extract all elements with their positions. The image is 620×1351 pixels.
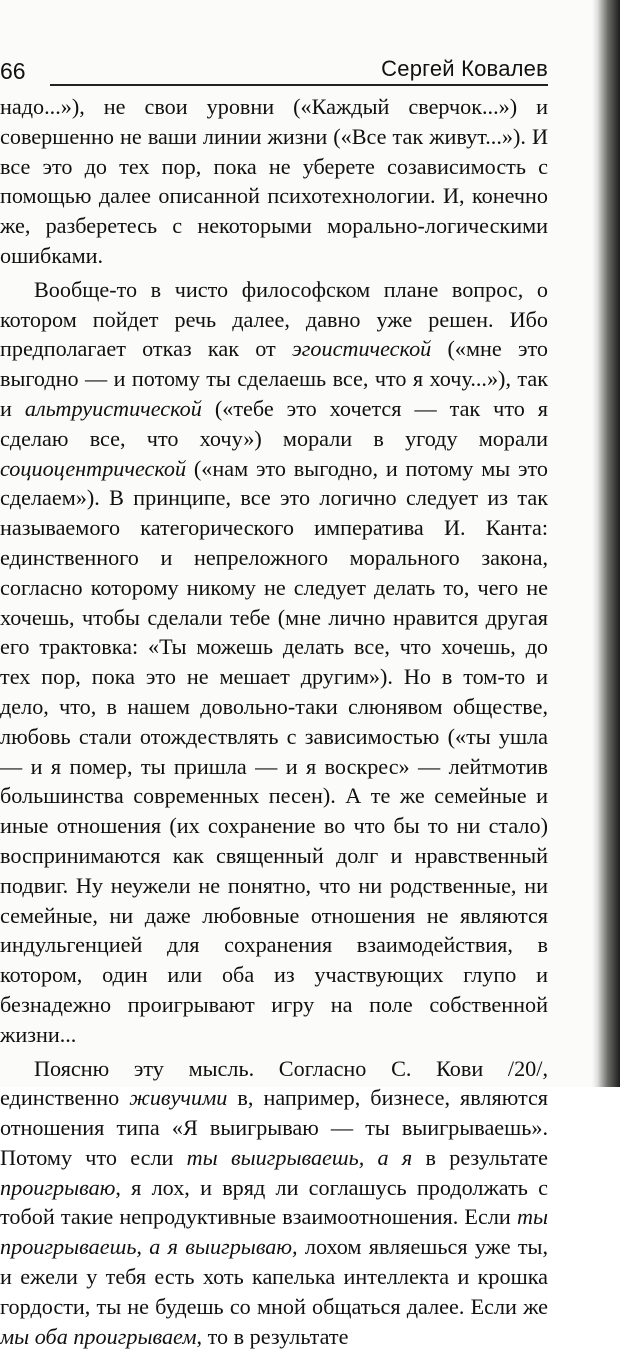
paragraph-2-segment-1: Вообще-то в чисто философском плане вопрос, о котором пойдет речь далее, давно уже решен. Ибо предполагает отказ как от (0, 277, 548, 362)
header-rule (50, 84, 548, 86)
paragraph-2-segment-7: («нам это выгодно, и потому мы это сделаем»). В принципе, все это логично следует из так называемого категорического императива И. Канта: единственного и непреложного морального закона, согласно которому никому не следует делать то, чего не хочешь, чтобы сделали тебе (мне лично нравится другая его трактовка: «Ты можешь делать все, что хочешь, до тех пор, пока это не мешает другим»). Но в том-то и дело, что, в нашем довольно-таки слюнявом обществе, любовь стали отождествлять с зависимостью («ты ушла — и я помер, ты пришла — и я воскрес» — лейтмотив большинства современных песен). А те же семейные и иные отношения (их сохранение во что бы то ни стало) воспринимаются как священный долг и нравственный подвиг. Ну неужели не понятно, что ни родственные, ни семейные, ни даже любовные отношения не являются индульгенцией для сохранения взаимодействия, в котором, один или оба из участвующих глупо и безнадежно проигрывают игру на поле собственной жизни... (0, 456, 548, 1047)
paragraph-3-segment-7: , я лох, и вряд ли соглашусь продолжать с тобой такие непродуктивные взаимоотношения. Если (0, 1175, 548, 1230)
paragraph-2-segment-4: альтруистической (25, 396, 202, 421)
paragraph-3-segment-4: ты выигрываешь, а я (187, 1145, 413, 1170)
paragraph-1 (0, 92, 548, 271)
paragraph-3-segment-1: Поясню эту мысль. Согласно С. Кови /20/, единственно (0, 1056, 548, 1111)
paragraph-2-segment-6: социоцентрической (0, 456, 186, 481)
book-spine (598, 0, 620, 1087)
paragraph-3-segment-8: ты проигрываешь, а я выигрываю, (0, 1204, 548, 1259)
page-header (0, 58, 560, 90)
paragraph-2-segment-5: («тебе это хочется — так что я сделаю все, что хочу») морали в угоду морали (0, 396, 548, 451)
running-head-author: Сергей Ковалев (381, 56, 548, 82)
paragraph-3-segment-6: проигрываю (0, 1175, 115, 1200)
page-number: 66 (0, 58, 26, 85)
paragraph-2-segment-3: («мне это выгодно — и потому ты сделаешь все, что я хочу...»), так и (0, 336, 548, 421)
paragraph-3-segment-5: в результате (412, 1145, 548, 1170)
body-text (0, 92, 548, 1351)
paragraph-3-segment-10: мы оба проигрываем (0, 1324, 197, 1349)
paragraph-3-segment-3: в, например, бизнесе, являются отношения типа «Я выигрываю — ты выигрываешь». Потому что если (0, 1085, 548, 1170)
paragraph-2-segment-2: эгоистической (292, 336, 431, 361)
paragraph-3-segment-11: , то в результате (197, 1324, 349, 1349)
paragraph-3-segment-2: живучими (129, 1085, 227, 1110)
paragraph-2 (0, 275, 548, 1050)
paragraph-1-segment-1: надо...»), не свои уровни («Каждый сверчок...») и совершенно не ваши линии жизни («Все так живут...»). И все это до тех пор, пока не уберете созависимость с помощью далее описанной психотехнологии. И, конечно же, разберетесь с некоторыми морально-логическими ошибками. (0, 94, 548, 268)
paragraph-3-segment-9: лохом являешься уже ты, и ежели у тебя есть хоть капелька интеллекта и крошка гордости, ты не будешь со мной общаться далее. Если же (0, 1234, 548, 1319)
paragraph-3 (0, 1054, 548, 1351)
